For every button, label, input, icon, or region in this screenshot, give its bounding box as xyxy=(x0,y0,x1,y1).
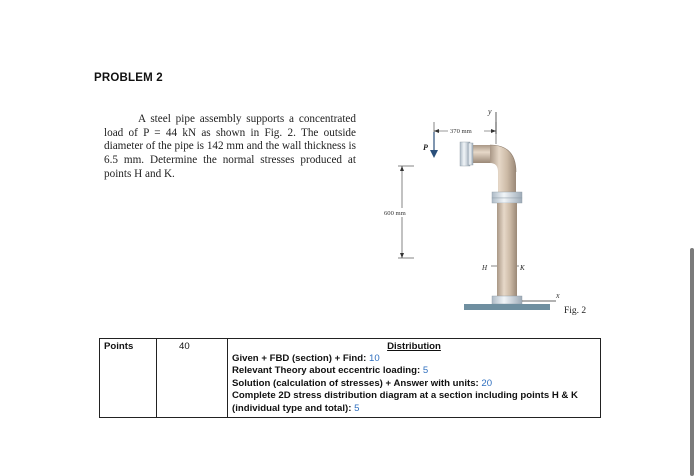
table-row xyxy=(100,339,601,418)
list-item: Solution (calculation of stresses) + Answer with units: 20 xyxy=(232,377,493,389)
pipe-assembly-figure xyxy=(370,98,610,326)
load-label-p: P xyxy=(423,143,428,152)
vertical-scrollbar[interactable] xyxy=(690,248,694,476)
point-h-label: H xyxy=(482,264,488,272)
list-item: Relevant Theory about eccentric loading: 5 xyxy=(232,365,429,377)
dimension-370-label: 370 mm xyxy=(450,128,472,135)
horizontal-pipe xyxy=(470,145,492,163)
distribution-title: Distribution xyxy=(387,341,441,352)
base-plate xyxy=(464,304,550,310)
pipe-elbow xyxy=(490,145,516,194)
dimension-370-arrow-right xyxy=(491,129,496,133)
dimension-600-arrow-bottom xyxy=(400,253,404,258)
x-axis-label: x xyxy=(556,291,560,300)
end-flange-left-2 xyxy=(468,143,473,165)
base-flange xyxy=(492,296,522,304)
figure-caption: Fig. 2 xyxy=(564,306,587,316)
y-axis-label: y xyxy=(488,107,492,116)
point-k-label: K xyxy=(520,264,525,272)
distribution-cell xyxy=(228,339,601,418)
load-arrow-head xyxy=(430,150,438,158)
list-item: Complete 2D stress distribution diagram at a section including points H & K xyxy=(232,390,578,402)
dimension-600-arrow-top xyxy=(400,166,404,171)
list-item: Given + FBD (section) + Find: 10 xyxy=(232,353,380,364)
points-value-cell: 40 xyxy=(157,339,228,418)
problem-heading: PROBLEM 2 xyxy=(94,72,163,84)
list-item: (individual type and total): 5 xyxy=(232,402,360,414)
vertical-pipe xyxy=(497,203,517,298)
upper-flange-2 xyxy=(492,198,522,203)
upper-flange xyxy=(492,192,522,198)
dimension-370-arrow-left xyxy=(434,129,439,133)
points-label-cell: Points xyxy=(100,339,157,418)
dimension-600-label: 600 mm xyxy=(384,210,406,217)
grading-table xyxy=(99,338,601,418)
problem-statement: A steel pipe assembly supports a concentrated load of P = 44 kN as shown in Fig. 2. The outside diameter of the pipe is 142 mm and the wall thickness is 6.5 mm. Determine the normal stresses produced at points H and K. xyxy=(104,113,356,180)
